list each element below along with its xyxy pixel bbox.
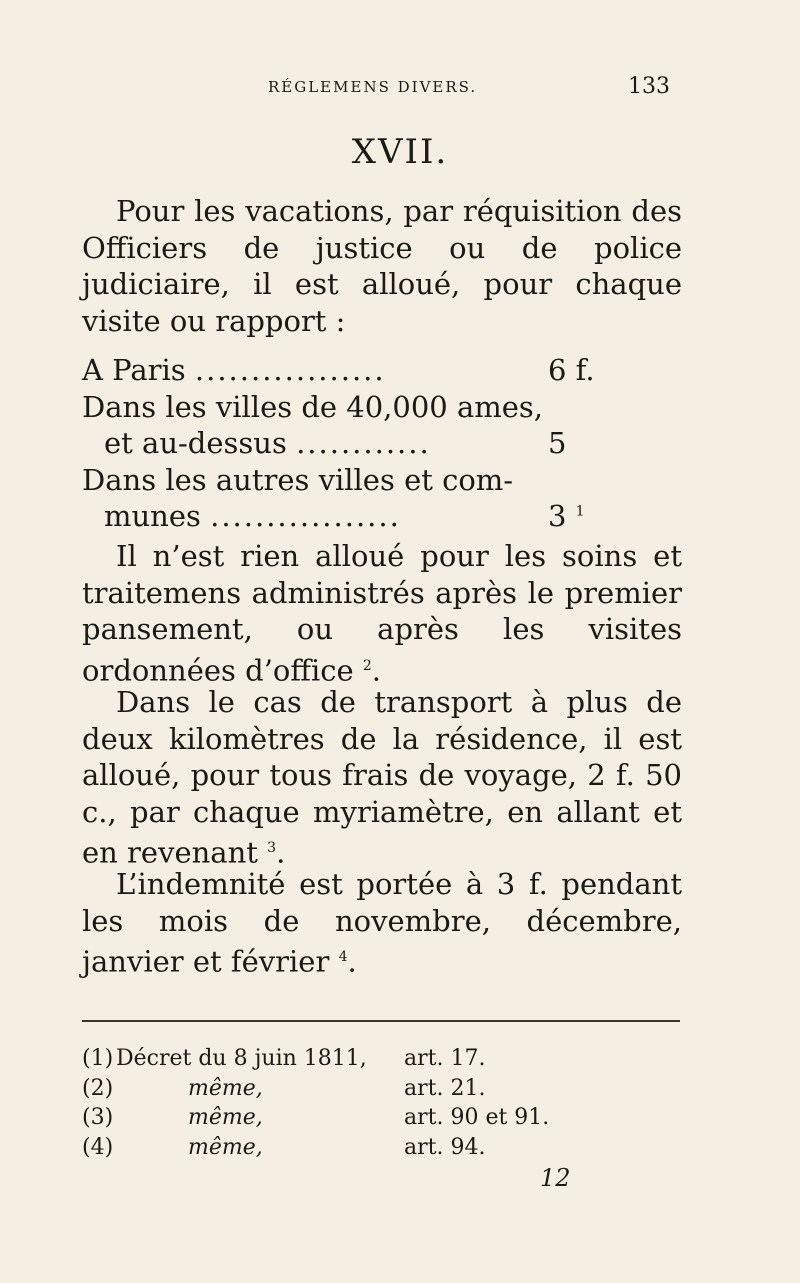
dot-leader: ................. (194, 353, 386, 387)
footnote (82, 1074, 682, 1104)
signature-mark: 12 (540, 1164, 571, 1192)
footnote-divider (82, 1020, 680, 1022)
paragraph-vacations: Pour les vacations, par réquisition des Officiers de justice ou de police judiciaire, il est alloué, pour chaque visite ou rapport : (82, 194, 682, 338)
paragraph-transport (82, 684, 682, 871)
footnote-ref: 4 (338, 949, 348, 965)
paragraph-end: . (347, 944, 357, 979)
dot-leader: ............ (296, 426, 431, 460)
section-title: XVII. (351, 132, 449, 172)
rate-label-continued: et au-dessus (104, 426, 287, 460)
rate-label-continued: munes (104, 499, 201, 533)
paragraph-text: Dans le cas de transport à plus de deux kilomètres de la résidence, il est alloué, pour tous frais de voyage, 2 f. 50 c., par chaque myriamètre, en allant et en revenant (82, 685, 682, 870)
footnote (82, 1133, 682, 1163)
footnote-ref: 1 (575, 503, 585, 520)
footnote (82, 1044, 682, 1074)
footnote-article: art. 17. (404, 1046, 486, 1071)
rate-list (82, 353, 682, 536)
footnote-ref: 2 (362, 657, 372, 674)
rate-row-other-label (82, 463, 682, 500)
rate-amount: 6 f. (548, 353, 595, 387)
rate-amount-value: 3 (548, 499, 567, 533)
rate-row-other (82, 499, 682, 536)
footnote (82, 1103, 682, 1133)
footnote-ref: 3 (267, 840, 277, 856)
footnote-mark: (1) (82, 1046, 114, 1071)
rate-row-cities-label (82, 390, 682, 427)
paragraph-indemnity (82, 866, 682, 980)
footnote-article: art. 90 et 91. (404, 1105, 550, 1130)
footnote-source: même, (188, 1105, 263, 1130)
paragraph-treatments (82, 538, 682, 689)
paragraph-end: . (371, 653, 382, 688)
footnote-source: même, (188, 1075, 263, 1101)
footnote-source: Décret du 8 juin 1811, (116, 1046, 367, 1071)
paragraph-text: Il n’est rien alloué pour les soins et traitemens administrés après le premier pansement, ou après les visites ordonnées d’office (82, 539, 682, 688)
footnote-article: art. 21. (404, 1075, 486, 1101)
page-number: 133 (628, 74, 670, 99)
footnote-mark: (3) (82, 1105, 114, 1130)
rate-amount: 5 (548, 426, 567, 460)
rate-label: Dans les autres villes et com- (82, 462, 514, 497)
footnote-mark: (2) (82, 1075, 114, 1101)
rate-label: A Paris (82, 353, 186, 387)
rate-amount (548, 499, 585, 533)
paragraph-end: . (276, 835, 286, 870)
rate-row-cities (82, 426, 682, 463)
rate-label: Dans les villes de 40,000 ames, (82, 389, 544, 424)
footnote-mark: (4) (82, 1134, 114, 1160)
dot-leader: ................. (210, 499, 401, 533)
paragraph-text: L’indemnité est portée à 3 f. pendant les mois de novembre, décembre, janvier et février (82, 867, 682, 979)
footnote-article: art. 94. (404, 1134, 486, 1160)
rate-row-paris (82, 353, 682, 390)
footnotes (82, 1044, 682, 1162)
running-title: RÉGLEMENS DIVERS. (268, 78, 478, 96)
footnote-source: même, (188, 1134, 263, 1160)
